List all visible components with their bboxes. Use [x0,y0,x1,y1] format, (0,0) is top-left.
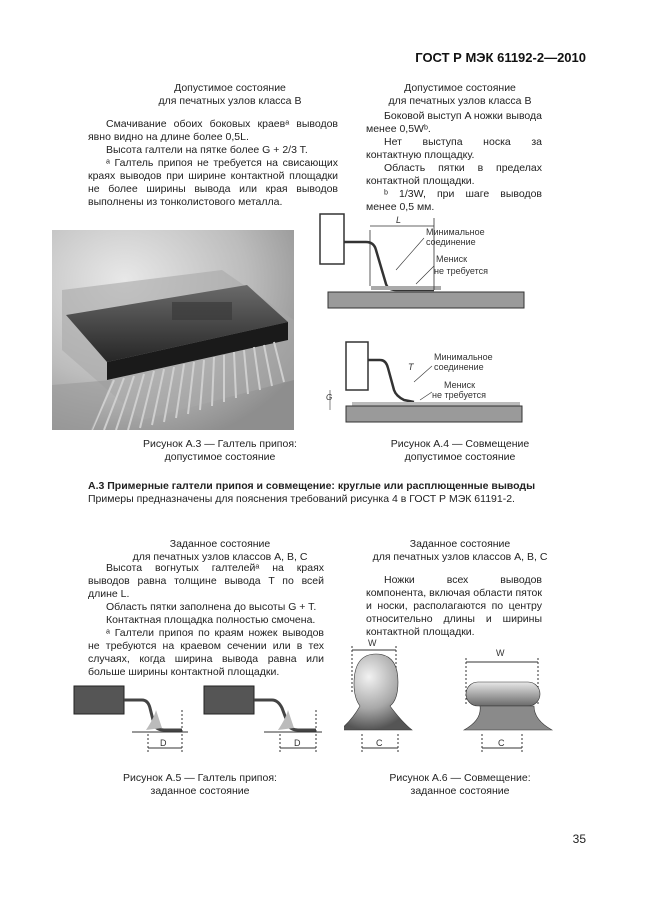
caption-line: допустимое состояние [164,451,276,463]
top-right-caption [380,82,540,108]
label-l: L [396,215,402,225]
paragraph: Боковой выступ A ножки вывода менее 0,5Wᵇ. [366,110,542,135]
caption-line: допустимое состояние [404,451,516,463]
paragraph: Ножки всех выводов компонента, включая области пяток и носки, располагаются по центру относительно длины и ширины контактной площадки. [366,574,542,638]
label-d: D [294,738,301,748]
fig-a3-caption [120,438,320,464]
document-header: ГОСТ Р МЭК 61192-2—2010 [415,50,586,65]
bottom-right-caption [360,538,560,564]
caption-line: заданное состояние [150,785,250,797]
label-w: W [496,648,505,658]
label-min1: Минимальное [426,227,485,237]
caption-line: заданное состояние [410,785,510,797]
fig-a5-caption [100,772,300,798]
label-d: D [160,738,167,748]
label-men2: не требуется [434,266,488,276]
footnote: ᵃ Галтель припоя не требуется на свисающих краях выводов при ширине контактной площадки не более ширины вывода или края выводов выполнены из тонколистового металла. [88,157,338,208]
chip-photo [52,230,294,430]
caption-line: для печатных узлов классов А, В, С [132,551,308,563]
label-t: T [408,362,414,372]
alignment-diagram [316,210,526,440]
section-text: Примеры предназначены для пояснения требований рисунка 4 в ГОСТ Р МЭК 61191-2. [88,493,515,505]
caption-line: Допустимое состояние [404,82,516,94]
lead-shape-diagram [344,634,554,760]
label-w: W [368,638,377,648]
fillet-diagram [72,680,328,764]
label-g: G [326,393,333,402]
label-men1b: Мениск [444,380,476,390]
caption-line: Заданное состояние [409,538,511,550]
label-min2: соединение [426,237,476,247]
label-c: C [376,738,383,748]
label-men1: Мениск [436,254,468,264]
top-right-text [366,110,542,214]
label-min1b: Минимальное [434,352,493,362]
caption-line: Рисунок А.6 — Совмещение: [389,772,531,784]
caption-line: для печатных узлов классов А, В, С [372,551,548,563]
label-min2b: соединение [434,362,484,372]
section-title: А.3 Примерные галтели припоя и совмещение: круглые или расплющенные выводы [88,480,536,492]
label-c: C [498,738,505,748]
fig-a6-caption [360,772,560,798]
caption-line: Рисунок А.5 — Галтель припоя: [123,772,277,784]
paragraph: Высота галтели на пятке более G + 2/3 T. [106,144,308,156]
footnote: ᵃ Галтели припоя по краям ножек выводов не требуются на краевом сечении или в тех случаях, когда ширина вывода равна или больше ширины контактной площадки. [88,627,324,678]
caption-line: Рисунок А.4 — Совмещение [390,438,530,450]
label-men2b: не требуется [432,390,486,400]
paragraph: Область пятки в пределах контактной площадки. [366,162,542,187]
bottom-left-text [88,562,324,679]
bottom-left-caption [120,538,320,564]
caption-line: для печатных узлов класса В [388,95,532,107]
bottom-right-text [366,574,542,639]
paragraph: Нет выступа носка за контактную площадку. [366,136,542,161]
caption-line: Рисунок А.3 — Галтель припоя: [143,438,297,450]
top-left-text [88,118,338,209]
paragraph: Область пятки заполнена до высоты G + T. [106,601,317,613]
caption-line: Допустимое состояние [174,82,286,94]
caption-line: Заданное состояние [169,538,271,550]
fig-a4-caption [360,438,560,464]
footnote: ᵇ 1/3W, при шаге выводов менее 0,5 мм. [366,188,542,213]
paragraph: Смачивание обоих боковых краевᵃ выводов явно видно на длине более 0,5L. [88,118,338,143]
paragraph: Высота вогнутых галтелейᵃ на краях выводов равна толщине вывода T по всей длине L. [88,562,324,600]
top-left-caption [150,82,310,108]
caption-line: для печатных узлов класса В [158,95,302,107]
page-number: 35 [572,832,586,846]
paragraph: Контактная площадка полностью смочена. [106,614,316,626]
